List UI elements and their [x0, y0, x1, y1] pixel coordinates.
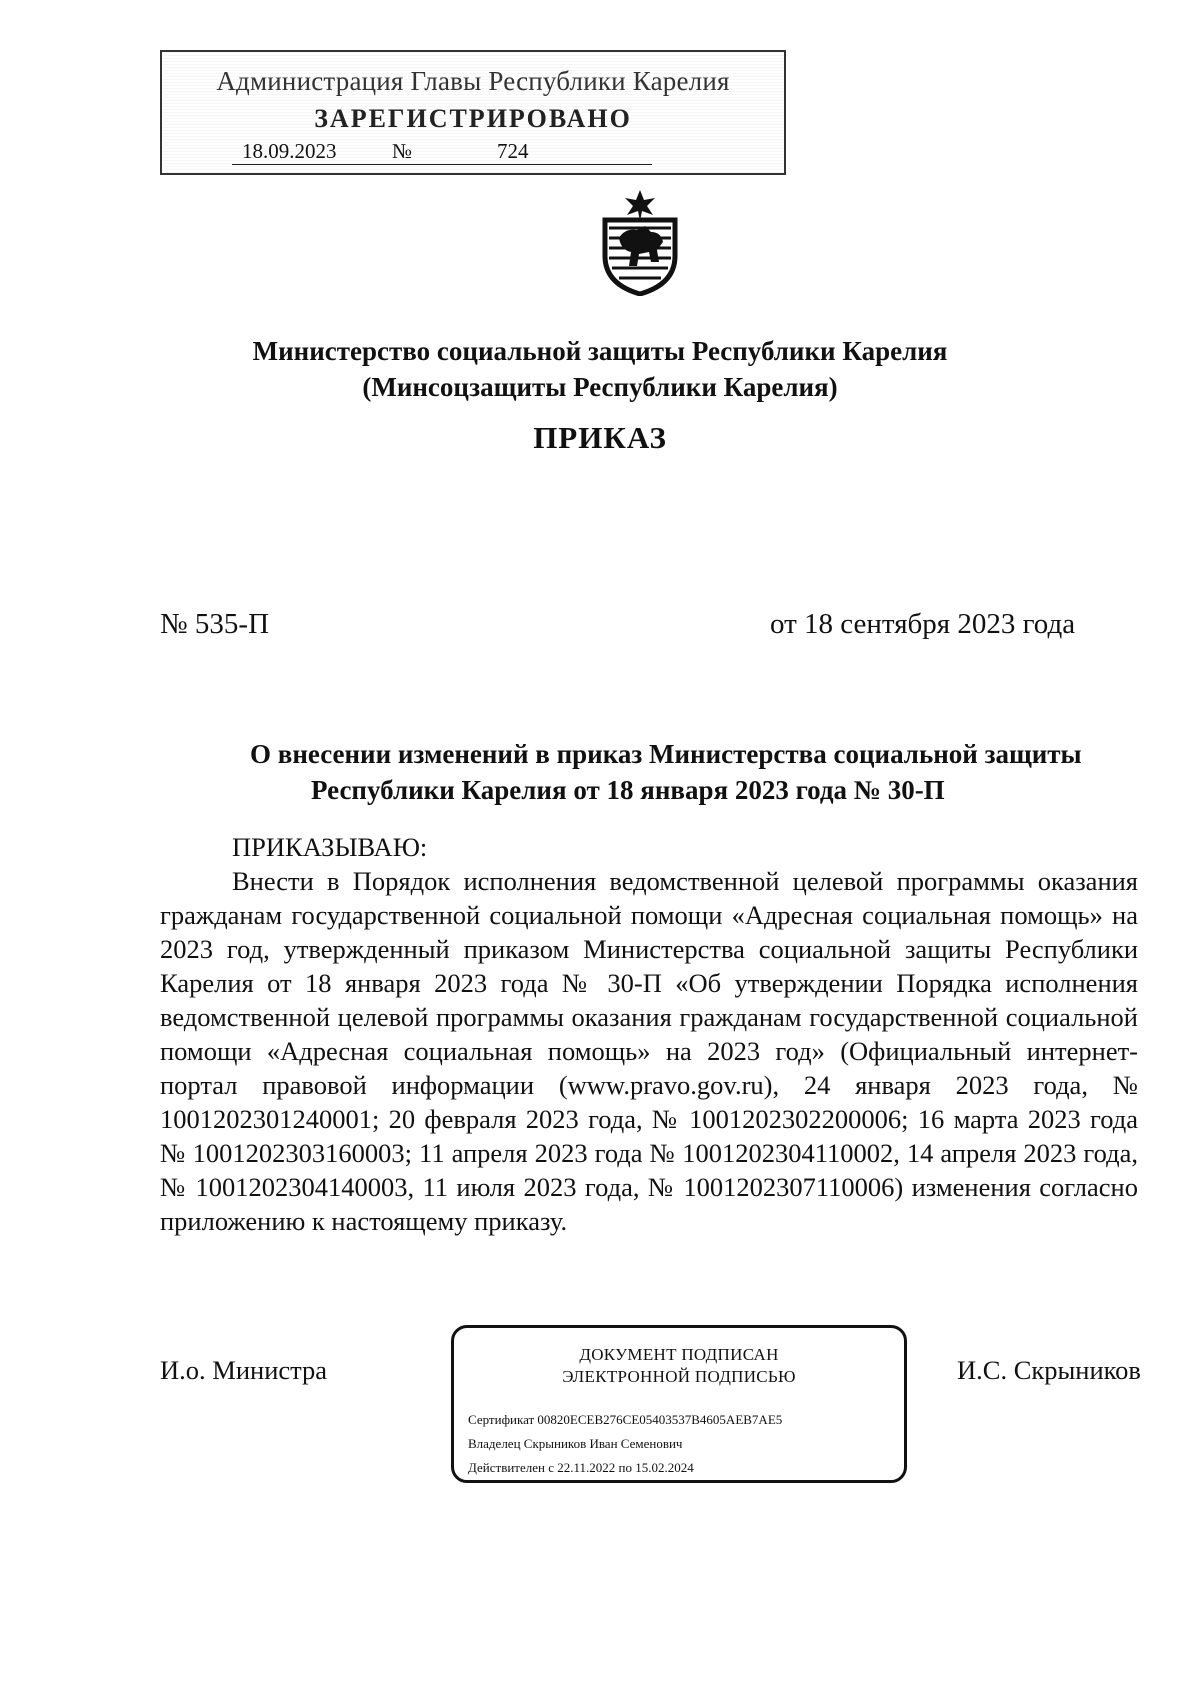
electronic-signature-stamp — [451, 1325, 907, 1483]
order-number: № 535-П — [160, 608, 270, 640]
registration-stamp — [160, 50, 786, 175]
subject-line-2: Республики Карелия от 18 января 2023 года № 30-П — [311, 775, 945, 805]
stamp-number-sign: № — [392, 139, 413, 163]
stamp-underline — [232, 164, 652, 165]
karelia-coat-of-arms-icon — [595, 188, 685, 296]
esign-heading-line-2: ЭЛЕКТРОННОЙ ПОДПИСЬЮ — [562, 1367, 796, 1386]
order-body — [160, 830, 1138, 1238]
esign-heading-line-1: ДОКУМЕНТ ПОДПИСАН — [579, 1345, 779, 1364]
order-paragraph: Внести в Порядок исполнения ведомственной целевой программы оказания гражданам государственной социальной помощи «Адресная социальная помощь» на 2023 год, утвержденный приказом Министерства социальной защиты Республики Карелия от 18 января 2023 года № 30-П «Об утверждении Порядка исполнения ведомственной целевой программы оказания гражданам государственной социальной помощи «Адресная социальная помощь» на 2023 год» (Официальный интернет-портал правовой информации (www.pravo.gov.ru), 24 января 2023 года, № 1001202301240001; 20 февраля 2023 года, № 1001202302200006; 16 марта 2023 года № 1001202303160003; 11 апреля 2023 года № 1001202304110002, 14 апреля 2023 года, № 1001202304140003, 11 июля 2023 года, № 1001202307110006) изменения согласно приложению к настоящему приказу. — [160, 866, 1138, 1236]
esign-certificate: Сертификат 00820ECEB276CE05403537B4605AEB7AE5 — [468, 1412, 783, 1427]
stamp-date: 18.09.2023 — [242, 139, 337, 163]
stamp-number: 724 — [497, 139, 529, 163]
esign-heading — [454, 1344, 904, 1388]
signer-name: И.С. Скрыников — [957, 1355, 1141, 1385]
subject-line-1: О внесении изменений в приказ Министерства социальной защиты — [250, 739, 1082, 769]
ministry-header — [0, 333, 1200, 405]
document-type: ПРИКАЗ — [533, 420, 667, 455]
signer-title: И.о. Министра — [160, 1355, 328, 1385]
ministry-full-name: Министерство социальной защиты Республики Карелия — [252, 336, 948, 366]
esign-validity: Действителен с 22.11.2022 по 15.02.2024 — [468, 1460, 694, 1475]
ministry-short-name: (Минсоцзащиты Республики Карелия) — [362, 372, 838, 402]
order-subject — [100, 736, 1200, 808]
esign-owner: Владелец Скрыников Иван Семенович — [468, 1436, 683, 1451]
stamp-status: ЗАРЕГИСТРИРОВАНО — [314, 104, 632, 133]
order-verb: ПРИКАЗЫВАЮ: — [232, 832, 428, 862]
order-date: от 18 сентября 2023 года — [770, 608, 1076, 640]
stamp-authority: Администрация Главы Республики Карелия — [216, 66, 730, 96]
